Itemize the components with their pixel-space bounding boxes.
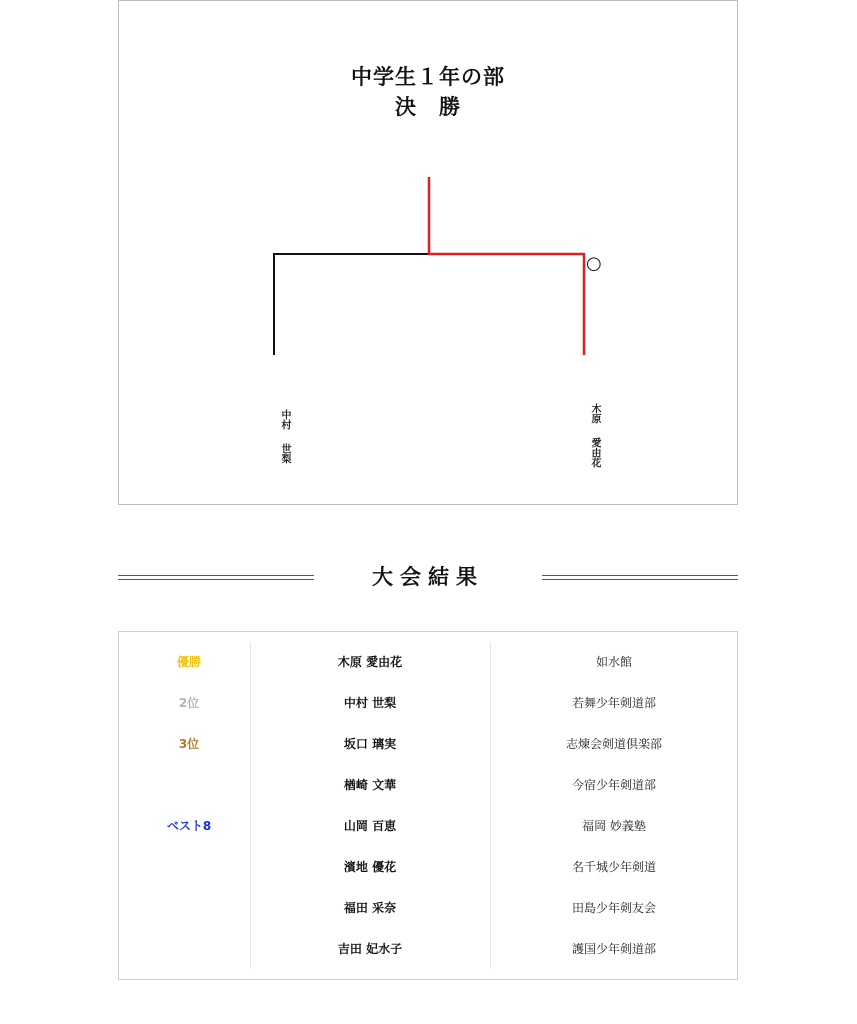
bracket-diagram (119, 1, 737, 504)
table-row (119, 724, 737, 765)
player-name-cell: 木原 愛由花 (337, 655, 403, 669)
winner-mark: ○ (586, 253, 602, 274)
right-player-given: 愛由花 (589, 437, 600, 468)
rank-cell: 3位 (178, 737, 200, 751)
bracket-panel (118, 0, 738, 505)
bracket-title: 中学生１年の部 (351, 65, 505, 89)
rank-cell: 2位 (178, 696, 200, 710)
rank-cell (129, 888, 249, 929)
results-table (118, 631, 738, 980)
club-name-cell: 今宿少年剣道部 (571, 778, 656, 792)
right-player-surname: 木原 (589, 403, 600, 424)
rank-cell (129, 765, 249, 806)
club-name-cell: 名千城少年剣道 (571, 860, 656, 874)
club-name-cell: 若舞少年剣道部 (571, 696, 656, 710)
table-row (119, 888, 737, 929)
player-name-cell: 坂口 璃実 (343, 737, 397, 751)
table-row (119, 806, 737, 847)
player-name-cell: 山岡 百恵 (343, 819, 397, 833)
player-name-cell: 吉田 妃水子 (337, 942, 403, 956)
club-name-cell: 田島少年剣友会 (571, 901, 656, 915)
rank-cell: ベスト8 (166, 819, 212, 833)
table-row (119, 642, 737, 683)
player-name-cell: 濱地 優花 (343, 860, 397, 874)
rank-cell: 優勝 (176, 655, 201, 669)
player-name-cell: 楢崎 文華 (343, 778, 397, 792)
results-heading-label: 大会結果 (372, 565, 484, 589)
left-player-given: 世梨 (279, 443, 290, 464)
club-name-cell: 志煉会剣道倶楽部 (565, 737, 662, 751)
results-heading (0, 562, 857, 596)
club-name-cell: 福岡 妙義塾 (582, 819, 646, 833)
heading-rule-left (118, 575, 314, 580)
right-player-name (578, 390, 611, 468)
table-row (119, 847, 737, 888)
left-player-surname: 中村 (279, 409, 290, 430)
player-name-cell: 福田 采奈 (343, 901, 397, 915)
player-name-cell: 中村 世梨 (343, 696, 397, 710)
rank-cell (129, 847, 249, 888)
table-row (119, 929, 737, 970)
bracket-round: 決 勝 (395, 95, 461, 119)
heading-rule-right (542, 575, 738, 580)
table-row (119, 683, 737, 724)
table-row (119, 765, 737, 806)
left-player-name (268, 396, 301, 464)
club-name-cell: 如水館 (595, 655, 632, 669)
club-name-cell: 護国少年剣道部 (571, 942, 656, 956)
rank-cell (129, 929, 249, 970)
